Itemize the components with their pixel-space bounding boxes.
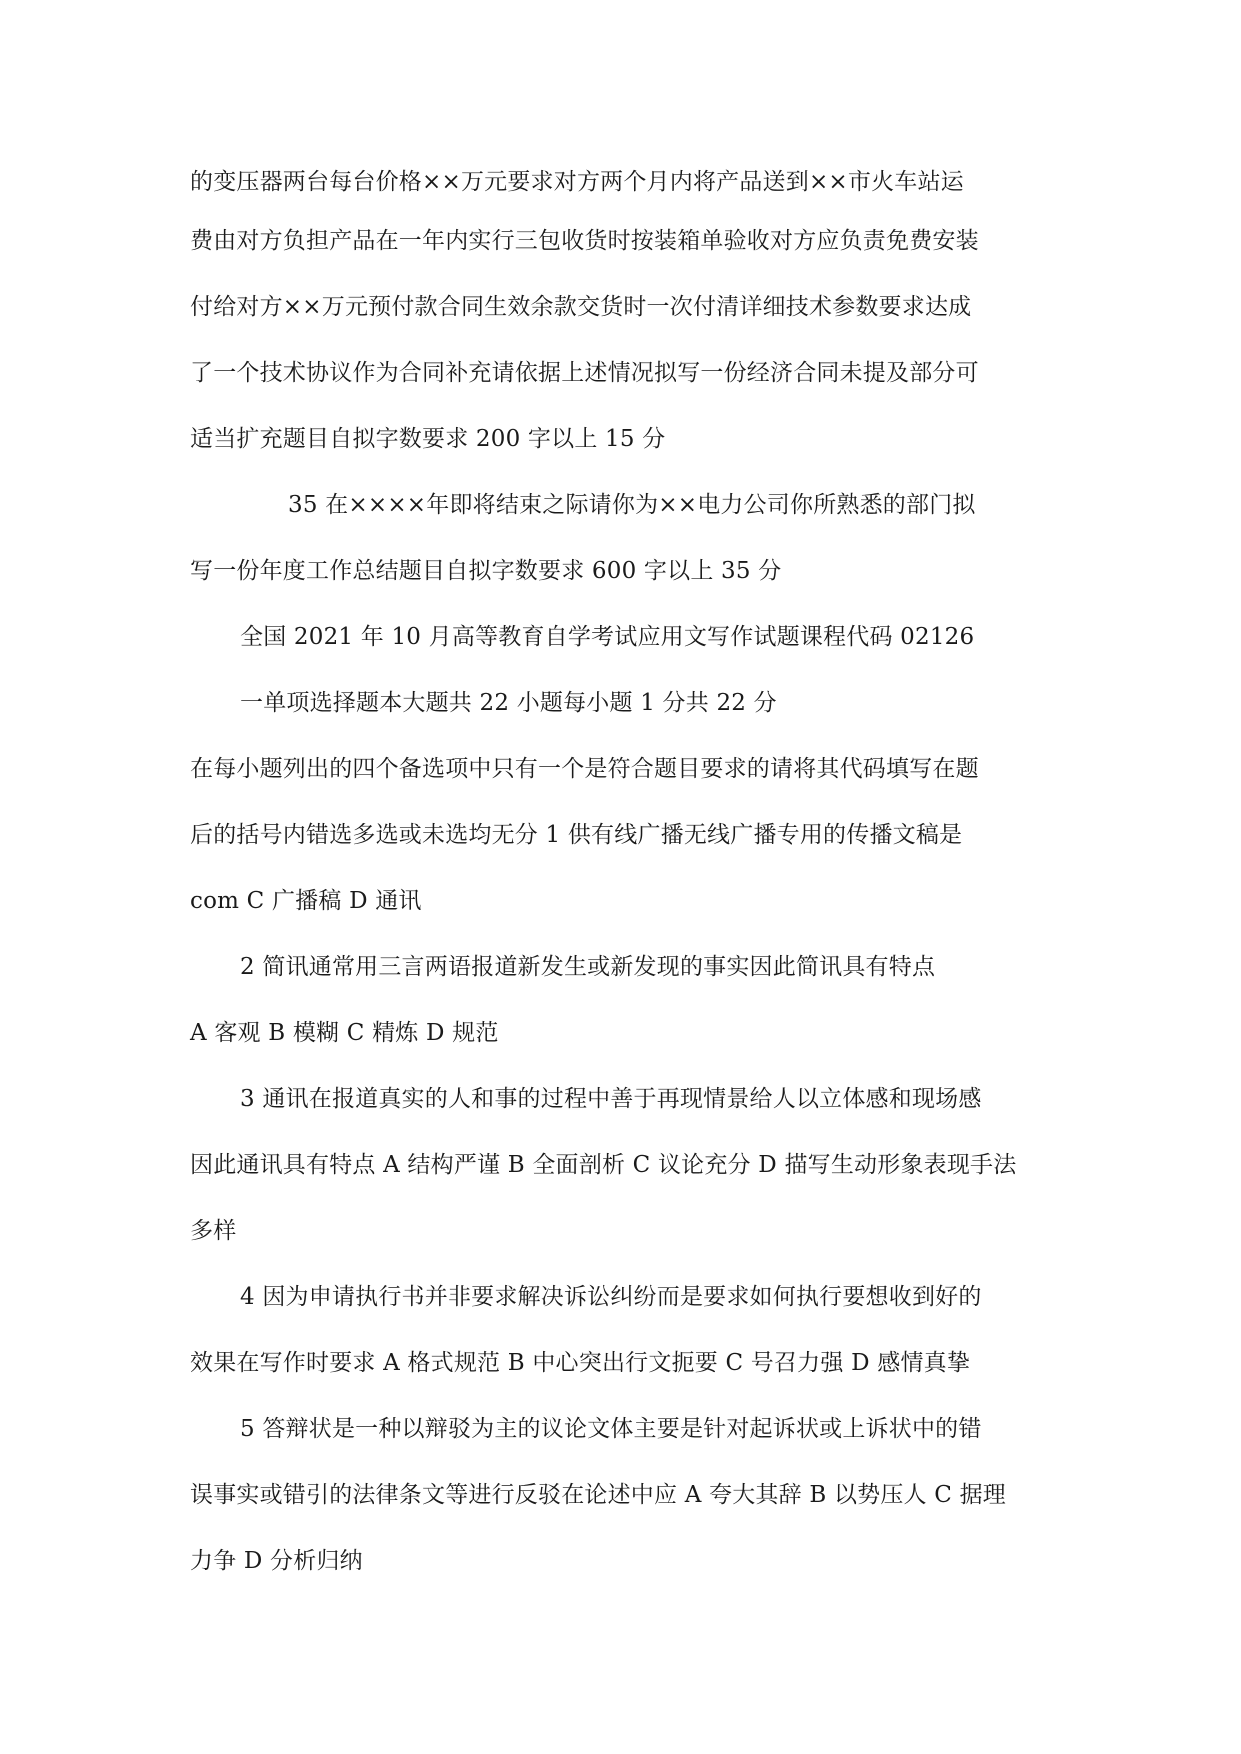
question-5-options: 误事实或错引的法律条文等进行反驳在论述中应 A 夸大其辞 B 以势压人 C 据理: [190, 1482, 1006, 1508]
question-2-stem: 2 简讯通常用三言两语报道新发生或新发现的事实因此简讯具有特点: [240, 954, 936, 980]
question-3-options: 因此通讯具有特点 A 结构严谨 B 全面剖析 C 议论充分 D 描写生动形象表现手法: [190, 1152, 1017, 1178]
question-1-options: com C 广播稿 D 通讯: [190, 888, 422, 914]
text-line-4: 了一个技术协议作为合同补充请依据上述情况拟写一份经济合同未提及部分可: [190, 360, 979, 386]
question-3-stem: 3 通讯在报道真实的人和事的过程中善于再现情景给人以立体感和现场感: [240, 1086, 982, 1112]
text-line-5: 适当扩充题目自拟字数要求 200 字以上 15 分: [190, 426, 666, 452]
question-35-line-2: 写一份年度工作总结题目自拟字数要求 600 字以上 35 分: [190, 558, 782, 584]
question-4-stem: 4 因为申请执行书并非要求解决诉讼纠纷而是要求如何执行要想收到好的: [240, 1284, 982, 1310]
question-4-options: 效果在写作时要求 A 格式规范 B 中心突出行文扼要 C 号召力强 D 感情真挚: [190, 1350, 971, 1376]
text-line-3: 付给对方××万元预付款合同生效余款交货时一次付清详细技术参数要求达成: [190, 294, 972, 320]
question-2-options: A 客观 B 模糊 C 精炼 D 规范: [190, 1020, 499, 1046]
text-line-2: 费由对方负担产品在一年内实行三包收货时按装箱单验收对方应负责免费安装: [190, 228, 979, 254]
question-5-stem: 5 答辩状是一种以辩驳为主的议论文体主要是针对起诉状或上诉状中的错: [240, 1416, 982, 1442]
question-5-options-cont: 力争 D 分析归纳: [190, 1548, 363, 1574]
question-3-options-cont: 多样: [190, 1218, 237, 1244]
instruction-line-2: 后的括号内错选多选或未选均无分 1 供有线广播无线广播专用的传播文稿是: [190, 822, 963, 848]
text-line-1: 的变压器两台每台价格××万元要求对方两个月内将产品送到××市火车站运: [190, 169, 964, 195]
exam-title: 全国 2021 年 10 月高等教育自学考试应用文写作试题课程代码 02126: [240, 624, 975, 650]
question-35-line-1: 35 在××××年即将结束之际请你为××电力公司你所熟悉的部门拟: [288, 492, 976, 518]
instruction-line-1: 在每小题列出的四个备选项中只有一个是符合题目要求的请将其代码填写在题: [190, 756, 979, 782]
section-heading: 一单项选择题本大题共 22 小题每小题 1 分共 22 分: [240, 690, 777, 716]
